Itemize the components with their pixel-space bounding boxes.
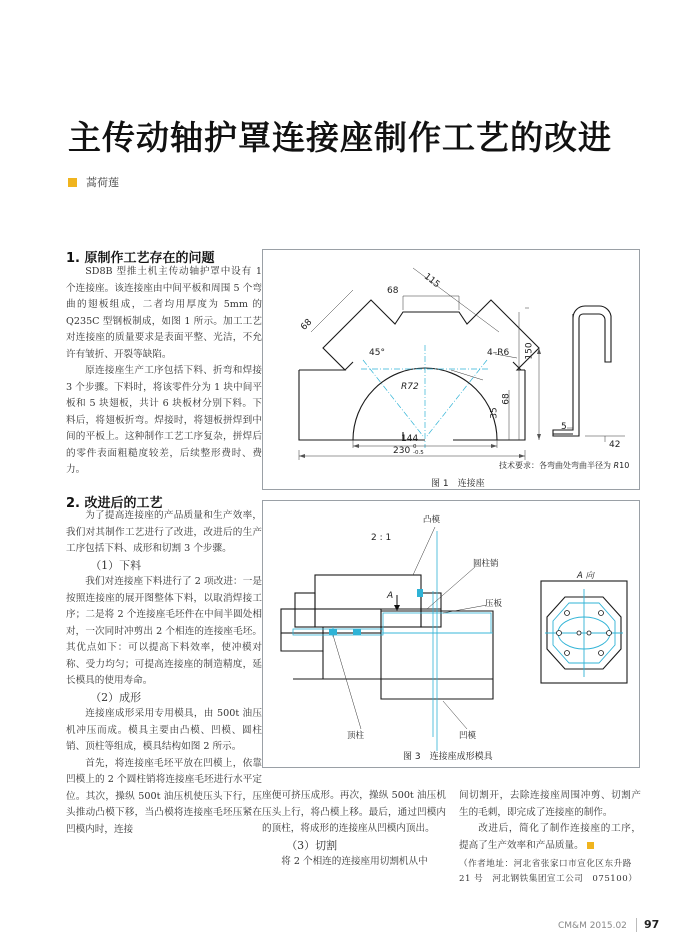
section1-heading: 1. 原制作工艺存在的问题 [66,251,215,266]
subsection1-text: 我们对连接座下料进行了 2 项改进：一是按照连接座的展开图整体下料，以取消焊接工序；二是将 2 个连接座毛坯件在中间半圆处相对，一次同时冲剪出 2 个相连的连接座毛坯。其优点如下：可以提高下料效率，使冲模对称、受力均匀；可提高连接座的制造精度，延长模具的使用寿命。 [66,576,262,686]
figure1-centerlines [361,345,489,448]
figure3-frame [262,500,640,768]
subsection2-title: （2）成形 [90,690,142,704]
fig1-dim-4r6: 4–R6 [487,348,510,358]
author-address-line1: （作者地址：河北省张家口市宣化区东升路 [459,859,632,869]
author-name: 蒿荷莲 [86,176,119,189]
fig3-label-ejector: 顶柱 [347,731,365,741]
end-marker [587,842,594,849]
footer-journal: CM&M 2015.02 [558,921,627,931]
author-marker [68,178,77,187]
figure3-drawing [263,501,639,767]
fig1-dim-35: 35 [489,407,500,419]
column2-text [262,788,446,871]
figure3-pins [329,589,423,635]
page-number: 97 [644,918,660,931]
article-title: 主传动轴护罩连接座制作工艺的改进 [68,118,612,157]
fig1-tech-note [499,460,629,471]
subsection1-title: （1）下料 [90,558,142,572]
fig3-label-pin: 圆柱销 [473,559,499,569]
fig1-dim-45: 45° [369,348,385,358]
figure3-view-arrowhead [394,605,400,611]
conclusion-text-content: 改进后，简化了制作连接座的工序，提高了生产效率和产品质量。 [459,823,641,851]
footer-divider [636,918,637,932]
fig1-dim-5: 5 [561,422,567,432]
fig3-label-a: A [387,591,394,601]
fig1-dim-42: 42 [609,440,621,450]
author-address [459,857,649,887]
fig1-dim-144: 144 [401,434,419,444]
subsection2-para2: 首先，将连接座毛坯平放在凹模上，依靠凹模上的 2 个圆柱销将连接座毛坯进行水平定位。其次，操纵 500t 油压机使压头下行，压头推动凸模下移，当凸模将连接座毛坯压紧在凹模内时，连接 [66,757,262,835]
fig1-tech-note-text: 技术要求：各弯曲处弯曲半径为 [499,461,614,470]
author-address-line2: 21 号 河北钢铁集团宣工公司 075100） [459,874,638,884]
fig1-dim-115: 115 [421,271,442,291]
subsection2-cont: 座便可挤压成形。再次，操纵 500t 油压机压头上行，将凸模上移。最后，通过凹模内的顶柱，将成形的连接座从凹模内顶出。 [262,790,446,834]
section2-intro: 为了提高连接座的产品质量和生产效率，我们对其制作工艺进行了改进，改进后的生产工序包括下料、成形和切割 3 个步骤。 [66,510,262,554]
figure1-outline [299,300,611,440]
fig3-scale: 2 : 1 [371,533,392,543]
figure3-caption: 图 3 连接座成形模具 [403,752,493,762]
fig1-dim-230-tol [413,444,424,456]
fig1-dim-150: 150 [524,342,535,360]
fig1-tech-note-r: R [613,461,620,470]
fig3-label-view: A 向 [577,571,595,581]
subsection3-cont: 间切割开，去除连接座周围冲剪、切割产生的毛刺，即完成了连接座的制作。 [459,790,641,818]
conclusion-text [459,821,641,854]
fig1-dim-r72: R72 [401,382,419,392]
figure1-frame [262,249,640,490]
fig3-label-die: 凹模 [459,731,477,741]
figure1-drawing [263,250,639,489]
fig1-dim-230-tol-top: 0 [413,444,417,450]
column3-text [459,788,641,854]
fig1-dim-68-right: 68 [501,393,512,405]
fig1-dim-230-tol-bot: -0.5 [413,450,424,456]
figure1-caption: 图 1 连接座 [431,479,485,489]
subsection3-title: （3）切割 [286,838,338,852]
fig3-label-plate: 压板 [485,599,503,609]
subsection3-text: 将 2 个相连的连接座用切割机从中 [281,856,428,867]
fig1-dim-230: 230 [393,446,411,456]
section2-heading: 2. 改进后的工艺 [66,496,163,511]
fig3-label-punch: 凸模 [423,515,441,525]
fig1-dim-68-left: 68 [299,317,315,333]
fig1-tech-note-val: 10 [619,461,630,470]
subsection2-para1: 连接座成形采用专用模具，由 500t 油压机冲压而成。模具主要由凸模、凹模、圆柱销、顶柱等组成，模具结构如图 2 所示。 [66,708,262,752]
section1-para2: 原连接座生产工序包括下料、折弯和焊接 3 个步骤。下料时，将该零件分为 1 块中间平板和 5 块翅板，共计 6 块板材分别下料。下料后，将翅板折弯。焊接时，将翅板拼焊到中间的平板上。这种制作工艺工序复杂，拼焊后的零件表面粗糙度较差，后续整形费时、费力。 [66,365,262,475]
fig1-dim-68-top: 68 [387,286,399,296]
section1-text [66,264,262,479]
figure1-dimlines [299,268,625,460]
section2-text [66,508,262,838]
section1-para1: SD8B 型推土机主传动轴护罩中设有 1 个连接座。该连接座由中间平板和周围 5 个弯曲的翅板组成，二者均用厚度为 5mm 的 Q235C 型钢板制成，如图 1 所示。加工工艺对连接座的质量要求是表面平整、光洁，不允许有皱折、开裂等缺陷。 [66,266,262,360]
